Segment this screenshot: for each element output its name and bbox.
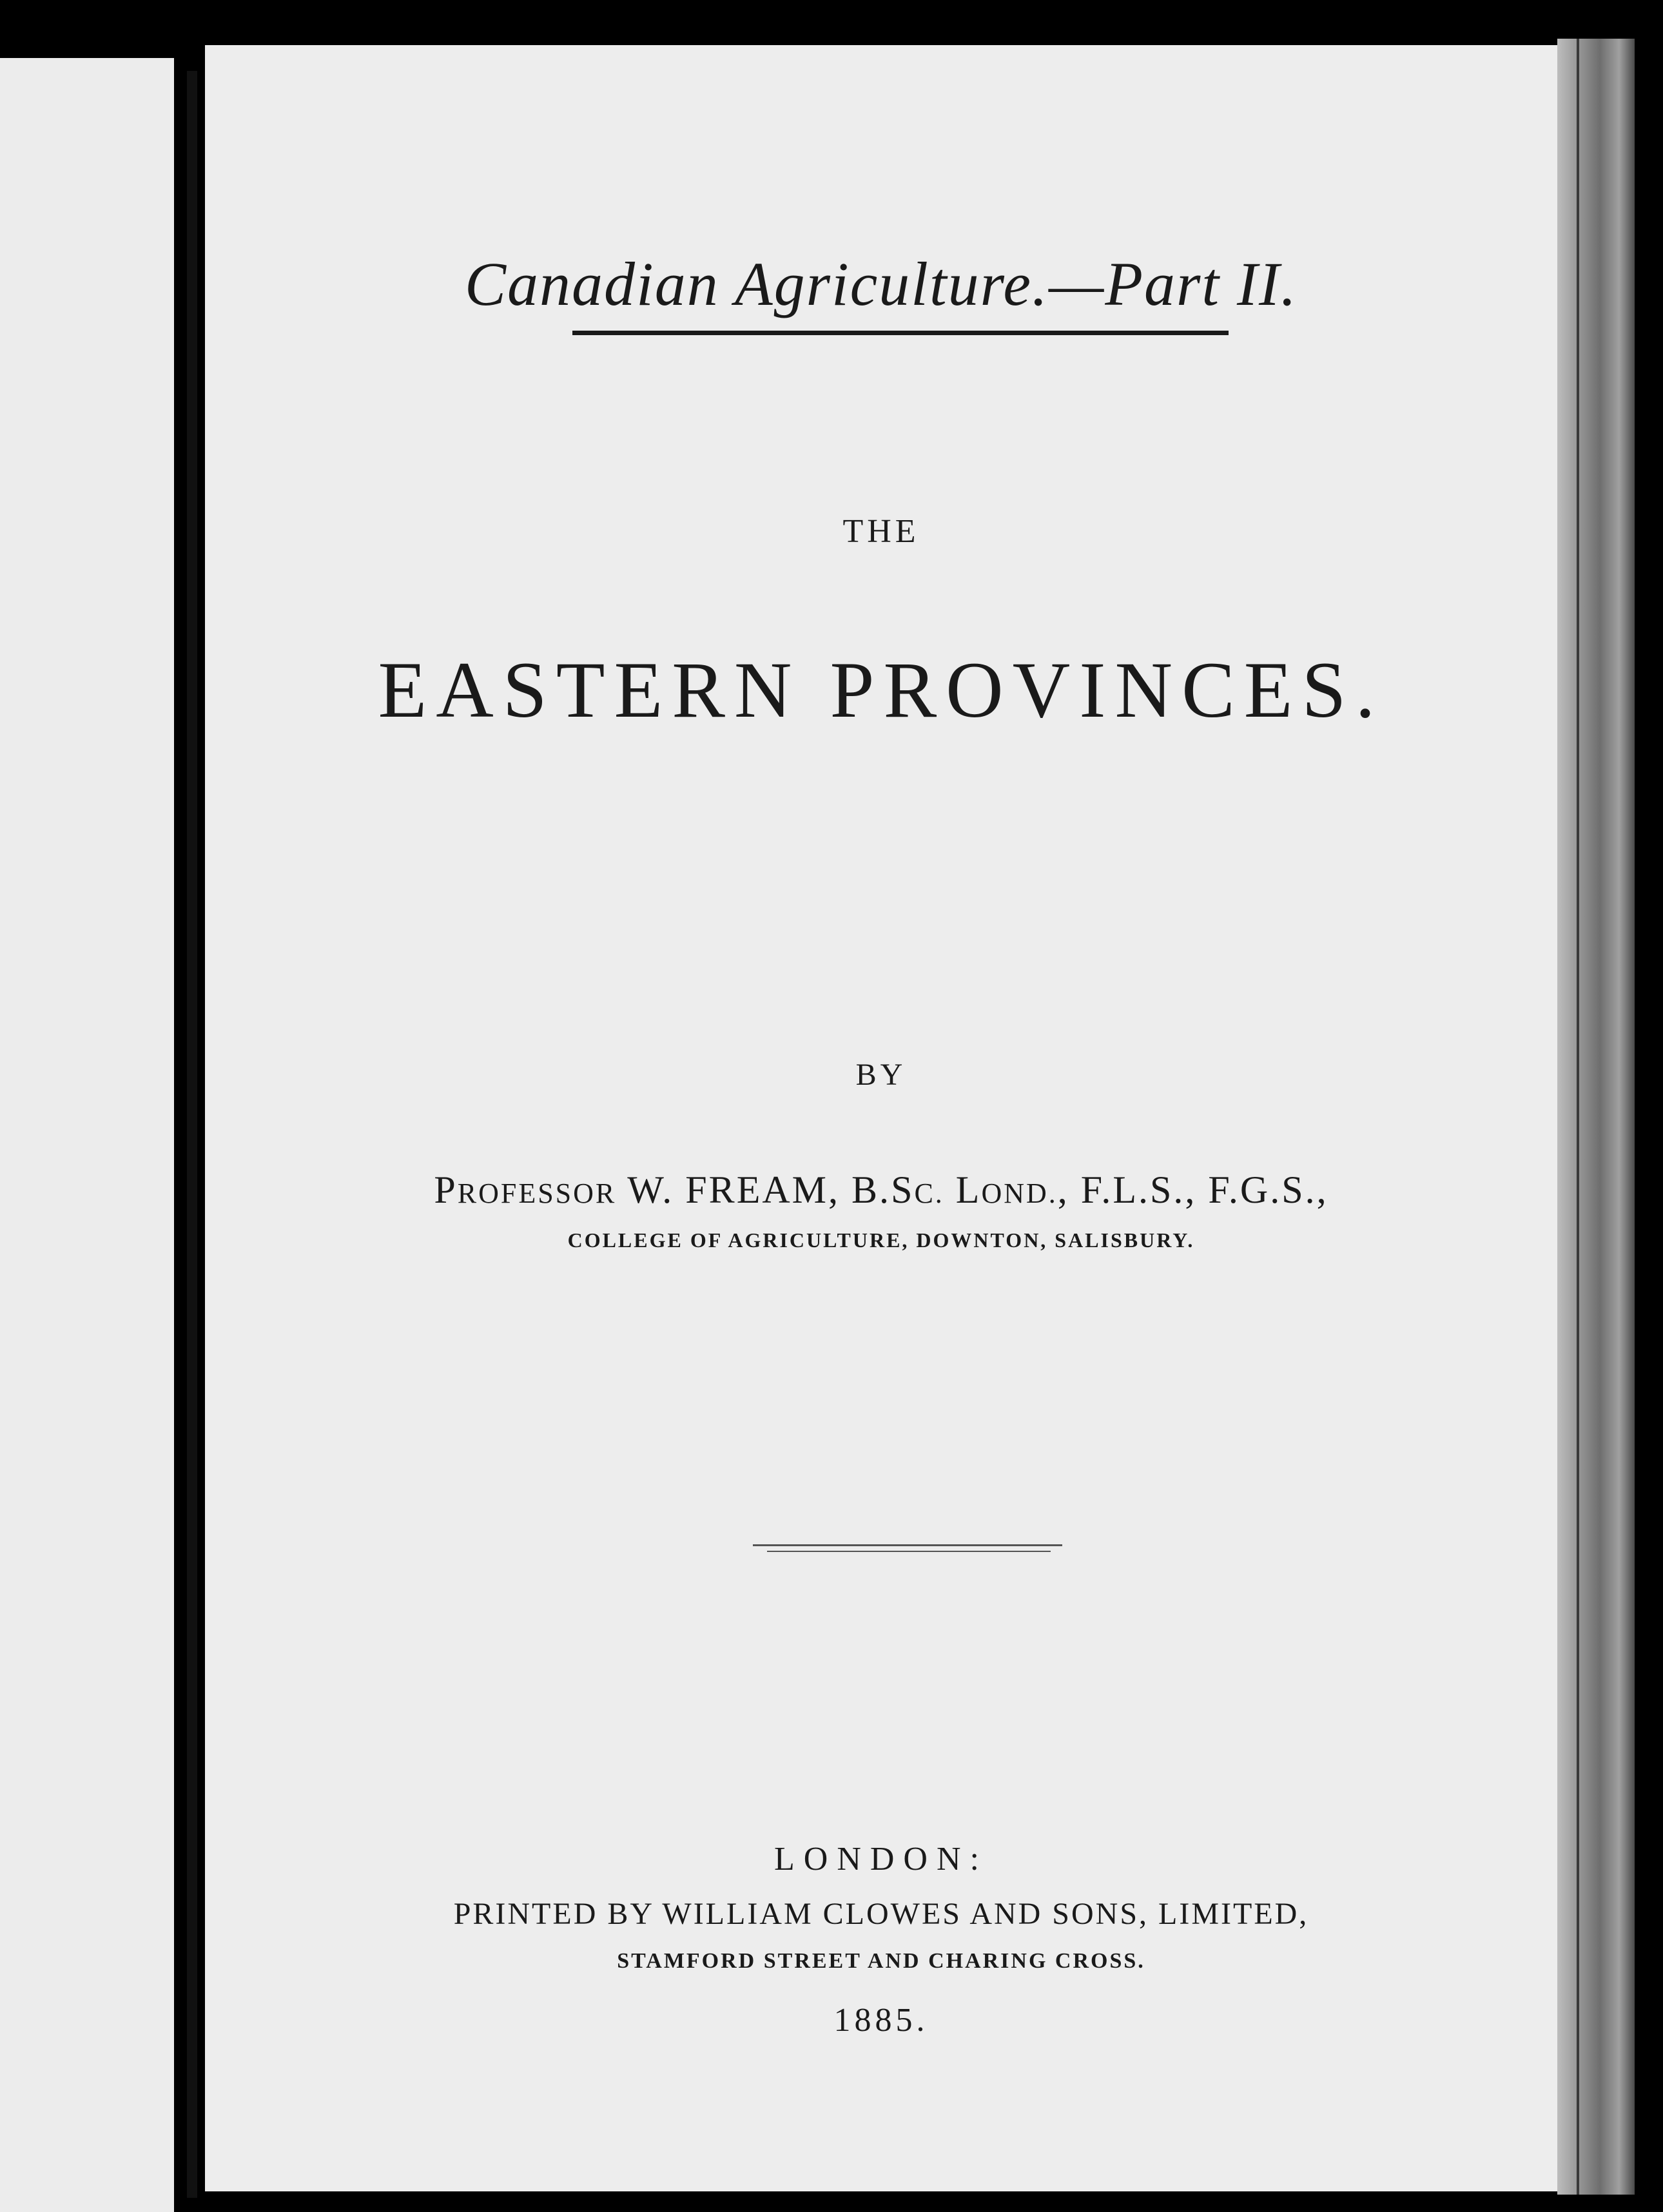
byline-label: BY xyxy=(855,1058,907,1092)
author-honours: , F.L.S., F.G.S., xyxy=(1057,1169,1328,1211)
degree-small-caps: C. xyxy=(914,1178,944,1209)
author-prefix-small-caps: ROFESSOR xyxy=(457,1178,617,1209)
author-affiliation: COLLEGE OF AGRICULTURE, DOWNTON, SALISBURY. xyxy=(567,1228,1195,1252)
series-title-rule xyxy=(572,331,1229,335)
title-article: THE xyxy=(842,513,920,550)
author-name: W. FREAM, B. xyxy=(627,1169,891,1211)
imprint-printer: PRINTED BY WILLIAM CLOWES AND SONS, LIMITED, xyxy=(453,1897,1309,1931)
page-edge xyxy=(1557,39,1635,2195)
imprint-place: LONDON: xyxy=(774,1841,988,1877)
ornamental-rule-top xyxy=(753,1544,1062,1546)
imprint-address: STAMFORD STREET AND CHARING CROSS. xyxy=(617,1949,1145,1973)
lond-small-caps: OND. xyxy=(981,1178,1058,1209)
series-title: Canadian Agriculture.—Part II. xyxy=(465,249,1298,318)
lond-capital: L xyxy=(955,1169,982,1211)
page-gutter xyxy=(187,71,197,2198)
degree-capital: S xyxy=(891,1169,915,1211)
author-prefix-capital: P xyxy=(434,1169,458,1211)
ornamental-rule-bottom xyxy=(767,1551,1051,1552)
book-title: EASTERN PROVINCES. xyxy=(378,646,1385,734)
imprint-year: 1885. xyxy=(833,2002,929,2039)
facing-page xyxy=(0,58,174,2212)
author-line xyxy=(205,1168,1557,1212)
